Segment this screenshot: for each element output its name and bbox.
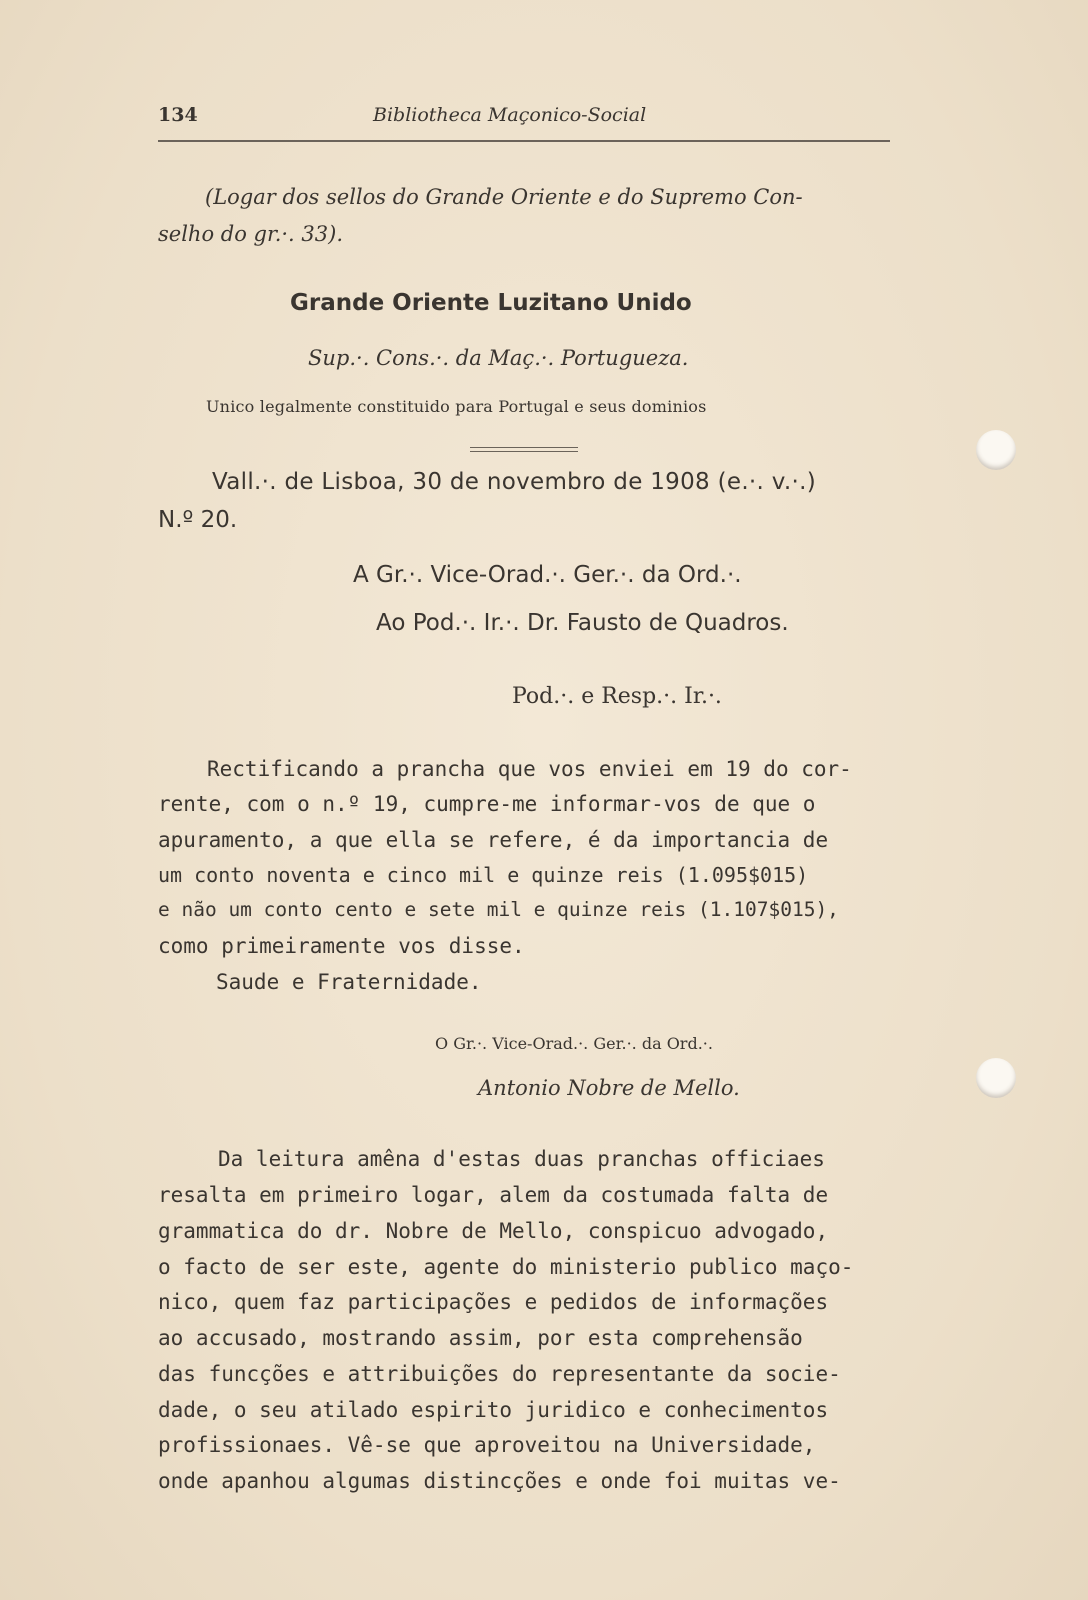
letterhead-subtitle: Sup.·. Cons.·. da Maç.·. Portugueza. [308,346,689,370]
letter-number: N.º 20. [158,507,238,533]
commentary-line-1: Da leitura amêna d'estas duas pranchas officiaes [218,1147,825,1171]
letter-body-line-5: e não um conto cento e sete mil e quinze reis (1.107$015), [158,898,839,921]
page-number: 134 [158,104,198,126]
addressee-recipient: Ao Pod.·. Ir.·. Dr. Fausto de Quadros. [376,610,789,636]
punch-hole-bottom [976,1058,1016,1098]
header-rule [158,140,890,142]
signature-role: O Gr.·. Vice-Orad.·. Ger.·. da Ord.·. [435,1034,713,1053]
commentary-line-9: profissionaes. Vê-se que aproveitou na Universidade, [158,1433,816,1457]
letter-body-line-1: Rectificando a prancha que vos enviei em 19 do cor- [207,757,852,781]
running-title: Bibliotheca Maçonico-Social [373,104,647,126]
letterhead-title: Grande Oriente Luzitano Unido [290,290,692,316]
letter-body-line-2: rente, com o n.º 19, cumpre-me informar-vos de que o [158,792,816,816]
intro-line-2: selho do gr.·. 33). [158,222,343,246]
punch-hole-top [976,430,1016,470]
commentary-line-8: dade, o seu atilado espirito juridico e conhecimentos [158,1398,829,1422]
commentary-line-3: grammatica do dr. Nobre de Mello, conspicuo advogado, [158,1219,829,1243]
signature-name: Antonio Nobre de Mello. [478,1076,740,1100]
commentary-line-10: onde apanhou algumas distincções e onde foi muitas ve- [158,1469,841,1493]
letter-body-line-3: apuramento, a que ella se refere, é da importancia de [158,828,829,852]
commentary-line-7: das funcções e attribuições do representante da socie- [158,1362,841,1386]
letterhead-tagline: Unico legalmente constituido para Portugal e seus dominios [206,397,707,416]
commentary-line-2: resalta em primeiro logar, alem da costumada falta de [158,1183,829,1207]
salutation: Pod.·. e Resp.·. Ir.·. [512,684,722,709]
closing: Saude e Fraternidade. [216,970,482,994]
divider-rule-second [470,451,578,452]
commentary-line-6: ao accusado, mostrando assim, por esta comprehensão [158,1326,803,1350]
letter-body-line-6: como primeiramente vos disse. [158,934,525,958]
page-header [158,104,890,134]
commentary-line-5: nico, quem faz participações e pedidos de informações [158,1290,829,1314]
intro-line-1: (Logar dos sellos do Grande Oriente e do Supremo Con- [205,185,803,209]
addressee-to: A Gr.·. Vice-Orad.·. Ger.·. da Ord.·. [353,562,742,588]
divider-rule [470,447,578,448]
place-date: Vall.·. de Lisboa, 30 de novembro de 1908 (e.·. v.·.) [212,469,816,495]
letter-body-line-4: um conto noventa e cinco mil e quinze reis (1.095$015) [158,863,809,887]
commentary-line-4: o facto de ser este, agente do ministerio publico maço- [158,1255,854,1279]
